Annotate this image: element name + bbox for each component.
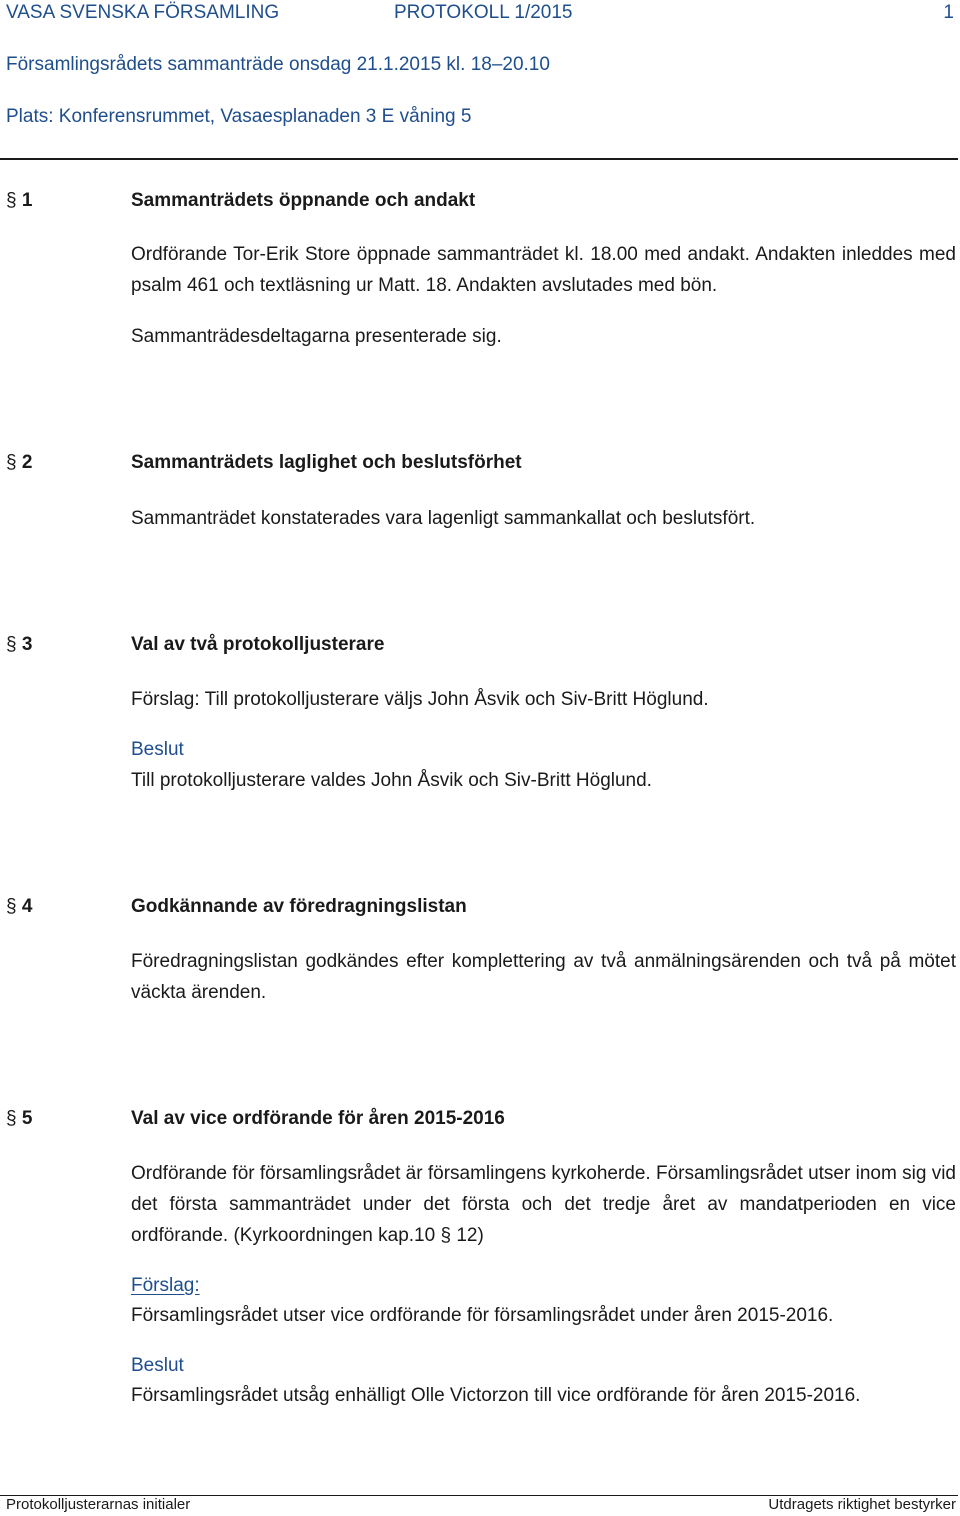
meeting-place: Plats: Konferensrummet, Vasaesplanaden 3 E våning 5 xyxy=(6,106,472,127)
section-number-2: § 2 xyxy=(6,452,33,473)
protocol-number: PROTOKOLL 1/2015 xyxy=(394,2,573,23)
section-1-paragraph-1: Ordförande Tor-Erik Store öppnade sammanträdet kl. 18.00 med andakt. Andakten inleddes med psalm 461 och textläsning ur Matt. 18. Andakten avslutades med bön. xyxy=(131,244,956,296)
section-title-2: Sammanträdets laglighet och beslutsförhet xyxy=(131,452,522,473)
organization-name: VASA SVENSKA FÖRSAMLING xyxy=(6,2,280,23)
section-3-decision: Till protokolljusterare valdes John Åsvik och Siv-Britt Höglund. xyxy=(131,770,652,791)
section-title-3: Val av två protokolljusterare xyxy=(131,634,385,655)
section-1-paragraph-2: Sammanträdesdeltagarna presenterade sig. xyxy=(131,326,502,347)
section-5-proposal-label: Förslag: xyxy=(131,1275,200,1296)
section-4-paragraph-1: Föredragningslistan godkändes efter komplettering av två anmälningsärenden och två på mötet väckta ärenden. xyxy=(131,951,956,1003)
section-3-proposal: Förslag: Till protokolljusterare väljs John Åsvik och Siv-Britt Höglund. xyxy=(131,689,709,710)
section-5-paragraph-1: Ordförande för församlingsrådet är församlingens kyrkoherde. Församlingsrådet utser inom sig vid det första sammanträdet under det första och det tredje året av mandatperioden en vice ordförande. (Kyrkoordningen kap.10 § 12) xyxy=(131,1163,956,1246)
section-3-decision-label: Beslut xyxy=(131,739,184,760)
section-5-proposal: Församlingsrådet utser vice ordförande för församlingsrådet under åren 2015-2016. xyxy=(131,1305,834,1326)
section-title-1: Sammanträdets öppnande och andakt xyxy=(131,190,476,211)
section-number-4: § 4 xyxy=(6,896,33,917)
section-5-decision: Församlingsrådet utsåg enhälligt Olle Victorzon till vice ordförande för åren 2015-2016. xyxy=(131,1385,861,1406)
footer-initials-label: Protokolljusterarnas initialer xyxy=(6,1496,191,1513)
page-number: 1 xyxy=(943,2,954,23)
section-title-4: Godkännande av föredragningslistan xyxy=(131,896,467,917)
section-number-5: § 5 xyxy=(6,1108,33,1129)
section-5-decision-label: Beslut xyxy=(131,1355,184,1376)
section-title-5: Val av vice ordförande för åren 2015-2016 xyxy=(131,1108,505,1129)
meeting-info: Församlingsrådets sammanträde onsdag 21.1.2015 kl. 18–20.10 xyxy=(6,54,550,75)
section-2-paragraph-1: Sammanträdet konstaterades vara lagenligt sammankallat och beslutsfört. xyxy=(131,508,756,529)
section-number-1: § 1 xyxy=(6,190,33,211)
footer-certification-label: Utdragets riktighet bestyrker xyxy=(768,1496,956,1513)
header-divider xyxy=(0,158,958,160)
section-number-3: § 3 xyxy=(6,634,33,655)
